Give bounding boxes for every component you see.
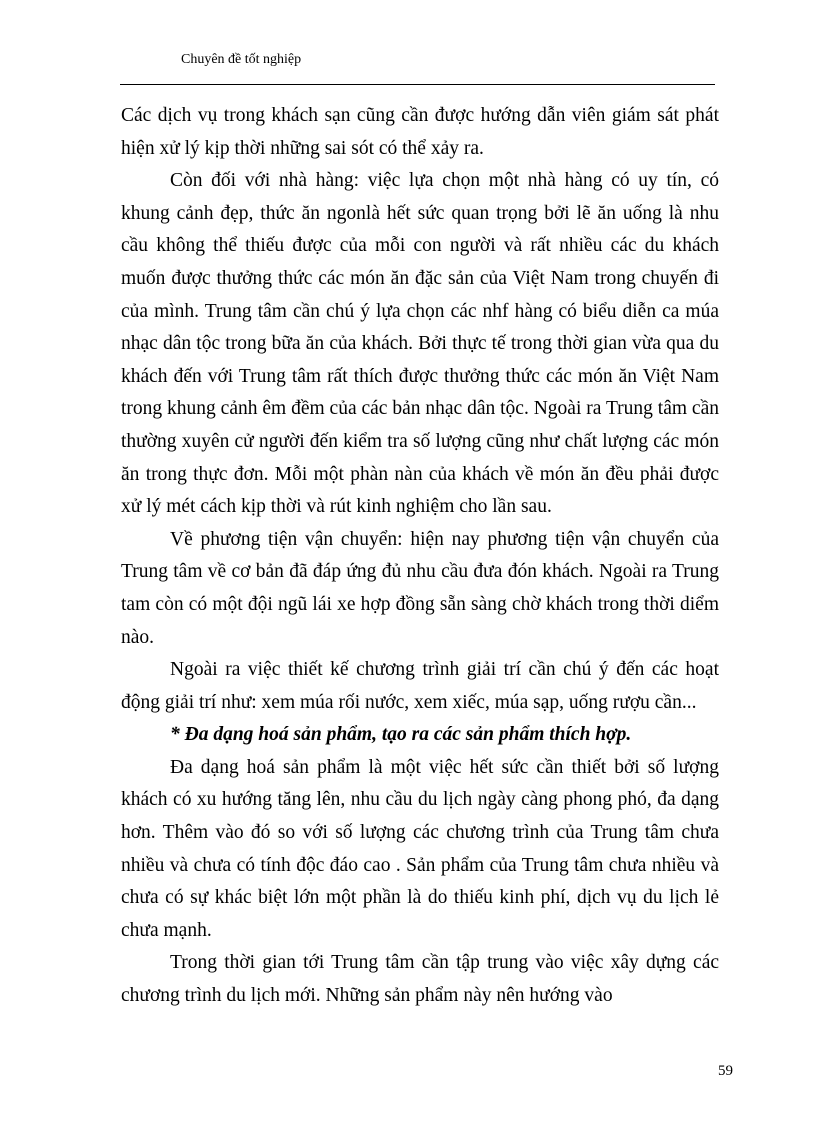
paragraph-restaurant: Còn đối với nhà hàng: việc lựa chọn một nhà hàng có uy tín, có khung cảnh đẹp, thức ăn ngonlà hết sức quan trọng bởi lẽ ăn uống là nhu cầu không thể thiếu được của mỗi con người và rất nhiều các du khách muốn được thưởng thức các món ăn đặc sản của Việt Nam trong chuyến đi của mình. Trung tâm cần chú ý lựa chọn các nhf hàng có biểu diễn ca múa nhạc dân tộc trong bữa ăn của khách. Bởi thực tế trong thời gian vừa qua du khách đến với Trung tâm rất thích được thưởng thức các món ăn Việt Nam trong khung cảnh êm đềm của các bản nhạc dân tộc. Ngoài ra Trung tâm cần thường xuyên cử người đến kiểm tra số lượng cũng như chất lượng các món ăn trong thực đơn. Mỗi một phàn nàn của khách về món ăn đều phải được xử lý mét cách kịp thời và rút kinh nghiệm cho lần sau.: [121, 170, 719, 518]
page-number: 59: [718, 1063, 733, 1079]
paragraph-new-programs: Trong thời gian tới Trung tâm cần tập trung vào việc xây dựng các chương trình du lịch mới. Những sản phẩm này nên hướng vào: [121, 952, 719, 1007]
header-divider: [120, 84, 715, 85]
paragraph-diversification: Đa dạng hoá sản phẩm là một việc hết sức cần thiết bởi số lượng khách có xu hướng tăng lên, nhu cầu du lịch ngày càng phong phó, đa dạng hơn. Thêm vào đó so với số lượng các chương trình của Trung tâm chưa nhiều và chưa có tính độc đáo cao . Sản phẩm của Trung tâm chưa nhiều và chưa có sự khác biệt lớn một phần là do thiếu kinh phí, dịch vụ du lịch lẻ chưa mạnh.: [121, 756, 719, 941]
paragraph-hotel-services: Các dịch vụ trong khách sạn cũng cần được hướng dẫn viên giám sát phát hiện xử lý kịp thời những sai sót có thể xảy ra.: [121, 105, 719, 159]
section-heading-product-diversification: * Đa dạng hoá sản phẩm, tạo ra các sản phẩm thích hợp.: [170, 724, 632, 746]
page-header: Chuyên đề tốt nghiệp: [181, 52, 302, 67]
paragraph-entertainment: Ngoài ra việc thiết kế chương trình giải trí cần chú ý đến các hoạt động giải trí như: xem múa rối nước, xem xiếc, múa sạp, uống rượu cần...: [121, 659, 719, 713]
paragraph-transport: Về phương tiện vận chuyển: hiện nay phương tiện vận chuyển của Trung tâm về cơ bản đã đáp ứng đủ nhu cầu đưa đón khách. Ngoài ra Trung tam còn có một đội ngũ lái xe hợp đồng sẵn sàng chờ khách trong thời diểm nào.: [121, 528, 719, 648]
document-body: [121, 100, 719, 1013]
